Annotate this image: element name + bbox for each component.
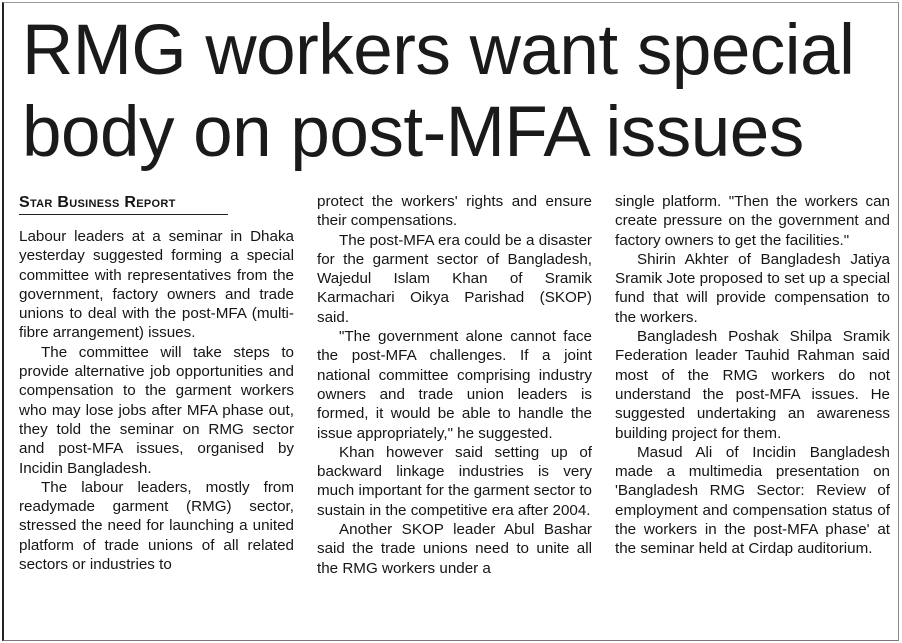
paragraph: The labour leaders, mostly from readymade garment (RMG) sector, stressed the need for launching a united platform of trade unions of all related sectors or industries to	[19, 478, 294, 574]
paragraph: Masud Ali of Incidin Bangladesh made a multimedia presentation on 'Bangladesh RMG Sector: Review of employment and compensation status of the workers in the post-MFA phase' at the seminar held at Cirdap auditorium.	[615, 443, 890, 558]
paragraph: The post-MFA era could be a disaster for the garment sector of Bangladesh, Wajedul Islam Khan of Sramik Karmachari Oikya Parishad (SKOP) said.	[317, 231, 592, 326]
paragraph: Labour leaders at a seminar in Dhaka yesterday suggested forming a special committee with representatives from the government, factory owners and trade unions to deal with the post-MFA (multi-fibre arrangement) issues.	[19, 228, 294, 342]
headline-line-2: body on post-MFA issues	[22, 93, 804, 172]
paragraph: protect the workers' rights and ensure their compensations.	[317, 193, 592, 230]
byline: Star Business Report	[19, 192, 228, 215]
paragraph: Khan however said setting up of backward linkage industries is very much important for the garment sector to sustain in the competitive era after 2004.	[317, 443, 592, 519]
paragraph: "The government alone cannot face the post-MFA challenges. If a joint national committee comprising industry owners and trade union leaders is formed, it would be able to handle the issue appropriately," he suggested.	[317, 328, 592, 442]
paragraph: Another SKOP leader Abul Bashar said the trade unions need to unite all the RMG workers under a	[317, 521, 592, 577]
headline-line-1: RMG workers want special	[22, 11, 855, 90]
paragraph: Shirin Akhter of Bangladesh Jatiya Sramik Jote proposed to set up a special fund that will provide compensation to the workers.	[615, 250, 890, 326]
article-column-2	[317, 192, 592, 578]
paragraph: Bangladesh Poshak Shilpa Sramik Federation leader Tauhid Rahman said most of the RMG workers do not understand the post-MFA issues. He suggested undertaking an awareness building project for them.	[615, 328, 890, 442]
paragraph: The committee will take steps to provide alternative job opportunities and compensation to the garment workers who may lose jobs after MFA phase out, they told the seminar on RMG sector and post-MFA issues, organised by Incidin Bangladesh.	[19, 343, 294, 477]
article-column-1	[19, 192, 294, 574]
headline	[22, 10, 898, 174]
article-column-3	[615, 192, 890, 559]
paragraph: single platform. "Then the workers can create pressure on the government and factory owners to get the facilities."	[615, 193, 890, 249]
